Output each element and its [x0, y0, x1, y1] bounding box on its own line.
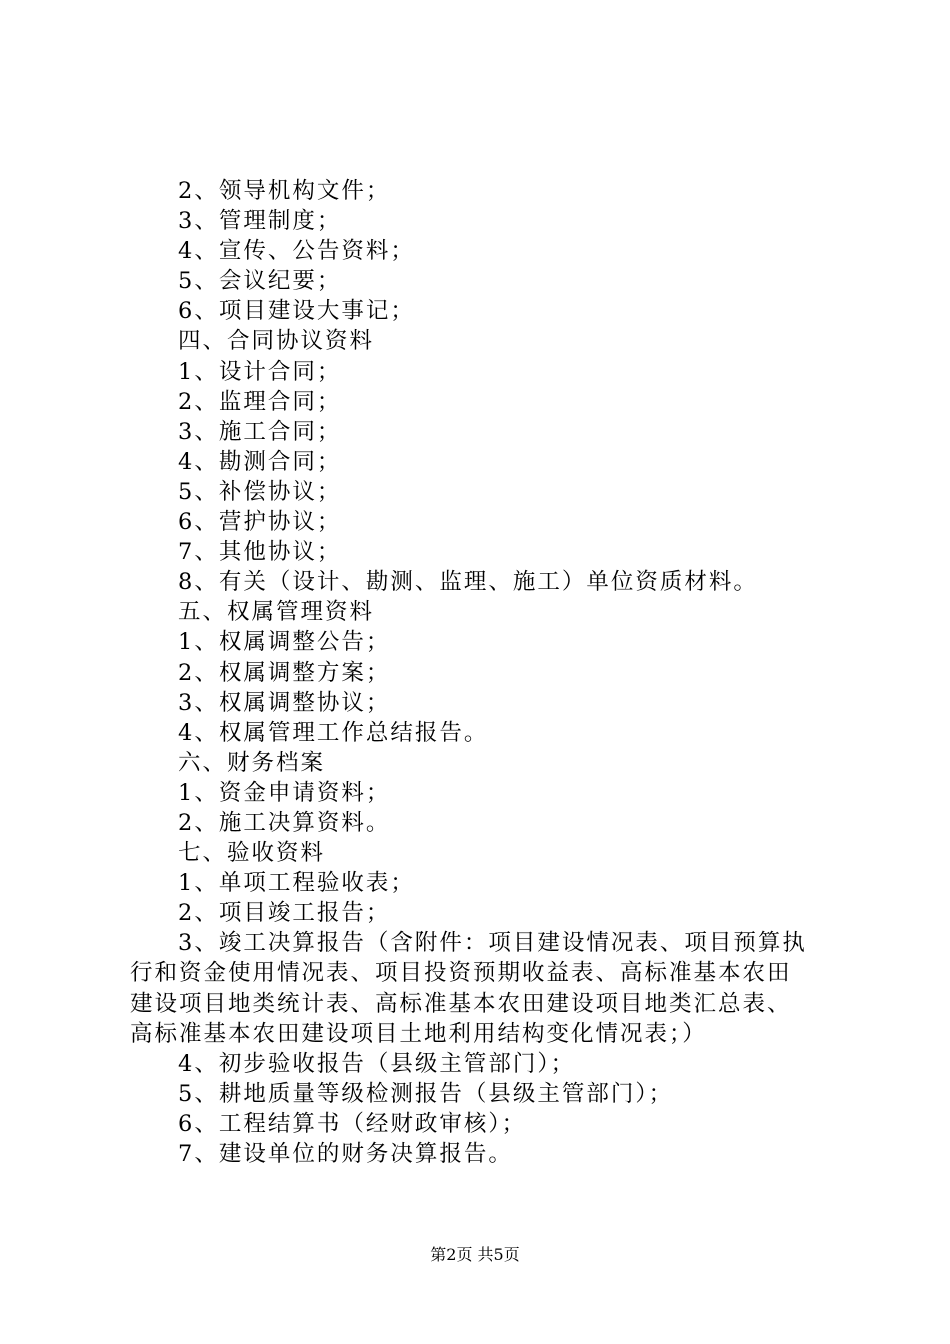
list-item: 4、权属管理工作总结报告。: [178, 719, 489, 746]
section-heading: 五、权属管理资料: [178, 599, 375, 626]
list-item: 4、宣传、公告资料；: [178, 238, 415, 265]
page-number-footer: 第2页 共5页: [430, 1245, 520, 1264]
list-item: 5、耕地质量等级检测报告（县级主管部门）；: [178, 1080, 674, 1107]
list-item: 4、勘测合同；: [178, 448, 342, 475]
list-item: 5、会议纪要；: [178, 268, 342, 295]
list-item: 2、领导机构文件；: [178, 178, 391, 204]
section-heading: 七、验收资料: [178, 840, 326, 867]
list-item: 3、权属调整协议；: [178, 689, 391, 716]
list-item: 5、补偿协议；: [178, 478, 342, 505]
list-item: 3、施工合同；: [178, 418, 342, 445]
list-item: 2、监理合同；: [178, 388, 342, 415]
list-item: 7、其他协议；: [178, 539, 342, 566]
list-item: 6、营护协议；: [178, 509, 342, 536]
section-heading: 四、合同协议资料: [178, 328, 375, 355]
list-item: 2、施工决算资料。: [178, 809, 391, 836]
list-item: 3、管理制度；: [178, 208, 342, 235]
list-item: 4、初步验收报告（县级主管部门）；: [178, 1050, 576, 1077]
list-item: 1、权属调整公告；: [178, 629, 391, 656]
paragraph-line: 建设项目地类统计表、高标准基本农田建设项目地类汇总表、: [130, 990, 792, 1017]
paragraph-line: 高标准基本农田建设项目土地利用结构变化情况表；）: [130, 1020, 707, 1047]
list-item: 7、建设单位的财务决算报告。: [178, 1141, 513, 1167]
list-item: 6、项目建设大事记；: [178, 298, 415, 325]
list-item: 2、项目竣工报告；: [178, 900, 391, 927]
section-heading: 六、财务档案: [178, 749, 326, 776]
paragraph-line: 3、竣工决算报告（含附件：项目建设情况表、项目预算执: [178, 930, 807, 957]
list-item-paragraph: [130, 928, 830, 1048]
list-item: 6、工程结算书（经财政审核）；: [178, 1110, 527, 1137]
list-item: 1、设计合同；: [178, 358, 342, 385]
list-item: 1、单项工程验收表；: [178, 870, 415, 897]
document-body: [130, 176, 830, 1169]
list-item: 2、权属调整方案；: [178, 659, 391, 686]
paragraph-line: 行和资金使用情况表、项目投资预期收益表、高标准基本农田: [130, 960, 792, 987]
list-item: 1、资金申请资料；: [178, 779, 391, 806]
list-item: 8、有关（设计、勘测、监理、施工）单位资质材料。: [178, 569, 758, 596]
